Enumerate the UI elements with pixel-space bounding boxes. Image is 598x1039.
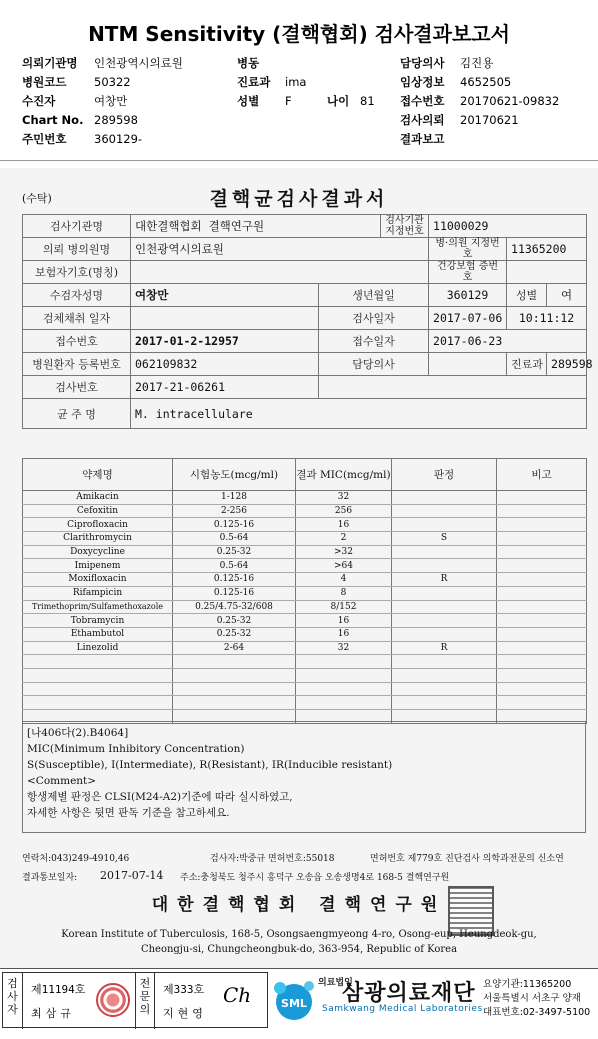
mic-row <box>23 682 587 696</box>
info-value: 2017-21-06261 <box>131 376 319 399</box>
contact-text: 연락처:043)249-4910,46 <box>22 854 130 864</box>
header-row <box>22 54 582 73</box>
info-row <box>23 261 587 284</box>
specialist-vertical-label <box>135 973 155 1029</box>
header-value: 50322 <box>94 75 131 89</box>
info-row <box>23 215 587 238</box>
info-row <box>23 330 587 353</box>
info-value: 11365200 <box>507 238 587 261</box>
mic-header-row <box>23 459 587 491</box>
report-title: NTM Sensitivity (결핵협회) 검사결과보고서 <box>88 22 510 46</box>
header-label: 검사의뢰 <box>400 113 445 127</box>
mic-cell-drug: Ciprofloxacin <box>23 518 173 532</box>
mic-cell-interp <box>392 545 497 559</box>
header-value: 인천광역시의료원 <box>94 56 183 70</box>
specialist-vertical-text: 전 문 의 <box>139 977 151 1016</box>
inspector-seal <box>96 983 130 1017</box>
info-value: 여창만 <box>131 284 319 307</box>
header-value: 20170621-09832 <box>460 94 560 108</box>
mic-cell-interp <box>392 504 497 518</box>
mic-cell-mic: 4 <box>296 573 392 587</box>
report-heading: 결핵균검사결과서 <box>209 188 389 210</box>
mic-cell-range: 2-64 <box>173 641 296 655</box>
mic-cell-range: 0.125-16 <box>173 586 296 600</box>
info-label: 균 주 명 <box>23 399 131 429</box>
mic-cell-interp: R <box>392 573 497 587</box>
header-row <box>22 92 582 111</box>
mic-cell-drug <box>23 696 173 710</box>
mic-cell-mic: >64 <box>296 559 392 573</box>
mic-cell-mic: 16 <box>296 627 392 641</box>
mic-cell-drug <box>23 655 173 669</box>
info-label: 성별 <box>507 284 547 307</box>
info-value <box>507 261 587 284</box>
mic-cell-mic <box>296 655 392 669</box>
mic-cell-range <box>173 668 296 682</box>
header-value: ima <box>285 75 307 89</box>
header-label: 담당의사 <box>400 56 445 70</box>
inspector-name: 최삼규 <box>31 1007 75 1020</box>
info-row <box>23 284 587 307</box>
mic-cell-note <box>497 545 587 559</box>
organization-address-en: Cheongju-si, Chungcheongbuk-do, 363-954, Republic of Korea <box>140 944 458 955</box>
header-value: 360129- <box>94 132 143 146</box>
mic-cell-note <box>497 504 587 518</box>
inspector-vertical-text: 검 사 자 <box>7 977 18 1016</box>
mic-cell-drug <box>23 682 173 696</box>
mic-cell-range: 0.25/4.75-32/608 <box>173 600 296 614</box>
sml-code: 요양기관:11365200 <box>483 979 572 990</box>
info-label: 검사기관 지정번호 <box>381 215 429 238</box>
mic-cell-interp <box>392 600 497 614</box>
header-label: 의뢰기관명 <box>22 56 78 70</box>
note-line: MIC(Minimum Inhibitory Concentration) <box>27 743 245 755</box>
header-label: 주민번호 <box>22 132 67 146</box>
info-row <box>23 376 587 399</box>
mic-cell-mic: 16 <box>296 518 392 532</box>
mic-cell-range: 0.25-32 <box>173 627 296 641</box>
mic-cell-range <box>173 655 296 669</box>
header-label: Chart No. <box>22 113 84 127</box>
mic-cell-interp <box>392 682 497 696</box>
info-label: 검체채취 일자 <box>23 307 131 330</box>
scanned-report <box>0 168 598 968</box>
info-value <box>131 307 319 330</box>
mic-row <box>23 504 587 518</box>
note-line: S(Susceptible), I(Intermediate), R(Resistant), IR(Inducible resistant) <box>27 759 393 771</box>
info-row <box>23 353 587 376</box>
header-label: 임상정보 <box>400 75 445 89</box>
organization-name: 대한결핵협회 결핵연구원 <box>151 895 447 915</box>
info-label: 접수번호 <box>23 330 131 353</box>
mic-cell-range: 1-128 <box>173 491 296 505</box>
mic-row <box>23 696 587 710</box>
header-value: 여창만 <box>94 94 128 108</box>
header-row <box>22 130 582 149</box>
header-label: 진료과 <box>237 75 271 89</box>
sml-english-name: Samkwang Medical Laboratories <box>322 1004 483 1014</box>
info-value: 062109832 <box>131 353 319 376</box>
info-value <box>131 261 429 284</box>
mic-cell-range <box>173 682 296 696</box>
mic-cell-mic: 8/152 <box>296 600 392 614</box>
header-divider <box>0 160 598 161</box>
mic-cell-note <box>497 586 587 600</box>
info-label: 건강보험 증번호 <box>429 261 507 284</box>
info-value: 11000029 <box>429 215 587 238</box>
mic-cell-interp: R <box>392 641 497 655</box>
header-value: 20170621 <box>460 113 519 127</box>
mic-cell-drug: Clarithromycin <box>23 532 173 546</box>
mic-cell-note <box>497 600 587 614</box>
mic-cell-note <box>497 573 587 587</box>
mic-row <box>23 545 587 559</box>
mic-cell-range: 0.5-64 <box>173 559 296 573</box>
note-line: <Comment> <box>27 775 97 787</box>
inspector-vertical-label <box>3 973 23 1029</box>
info-value: 대한결핵협회 결핵연구원 <box>131 215 381 238</box>
mic-cell-range: 0.5-64 <box>173 532 296 546</box>
mic-row <box>23 655 587 669</box>
note-line: [나406다(2).B4064] <box>27 727 129 739</box>
mic-cell-drug: Trimethoprim/Sulfamethoxazole <box>23 600 173 614</box>
info-label: 검사일자 <box>319 307 429 330</box>
header-value: 289598 <box>94 113 138 127</box>
mic-cell-drug <box>23 668 173 682</box>
mic-results-table <box>22 458 587 724</box>
mic-row <box>23 627 587 641</box>
info-label: 담당의사 <box>319 353 429 376</box>
info-empty <box>319 376 587 399</box>
info-label: 병원환자 등록번호 <box>23 353 131 376</box>
specialist-name: 지현영 <box>163 1007 207 1020</box>
notes-box <box>22 721 586 833</box>
info-value: 10:11:12 <box>507 307 587 330</box>
mic-row <box>23 559 587 573</box>
info-row <box>23 399 587 429</box>
mic-cell-note <box>497 655 587 669</box>
info-value: 360129 <box>429 284 507 307</box>
mic-cell-note <box>497 696 587 710</box>
header-label: 수진자 <box>22 94 56 108</box>
mic-cell-interp <box>392 614 497 628</box>
mic-cell-range: 2-256 <box>173 504 296 518</box>
mic-cell-note <box>497 641 587 655</box>
sml-contact-info <box>483 978 590 1020</box>
info-value: 2017-01-2-12957 <box>131 330 319 353</box>
mic-cell-mic <box>296 696 392 710</box>
mic-cell-drug: Rifampicin <box>23 586 173 600</box>
mic-cell-interp <box>392 491 497 505</box>
header-label: 나이 <box>327 94 350 108</box>
report-date-label: 결과통보일자: <box>22 873 78 883</box>
info-label: 보험자기호(명칭) <box>23 261 131 284</box>
signature-box <box>2 972 268 1028</box>
mic-cell-note <box>497 491 587 505</box>
note-line: 항생제별 판정은 CLSI(M24-A2)기준에 따라 실시하였고, <box>27 791 293 803</box>
info-label: 접수일자 <box>319 330 429 353</box>
mic-cell-range: 0.125-16 <box>173 573 296 587</box>
bottom-divider <box>0 968 598 969</box>
info-label: 병·의원 지정번호 <box>429 238 507 261</box>
mic-cell-range: 0.25-32 <box>173 545 296 559</box>
mic-row <box>23 518 587 532</box>
info-value: 2017-07-06 <box>429 307 507 330</box>
mic-cell-note <box>497 559 587 573</box>
handwritten-signature: Ch <box>223 983 252 1007</box>
mic-cell-mic: 8 <box>296 586 392 600</box>
mic-cell-interp <box>392 627 497 641</box>
mic-cell-interp <box>392 586 497 600</box>
svg-text:SML: SML <box>281 997 307 1010</box>
mic-row <box>23 586 587 600</box>
mic-cell-mic <box>296 682 392 696</box>
patient-info-table <box>22 214 593 429</box>
mic-cell-interp <box>392 655 497 669</box>
sml-legal-label: 의료법인 <box>318 978 353 988</box>
interp-header: 판정 <box>392 459 497 491</box>
mic-cell-range: 0.125-16 <box>173 518 296 532</box>
info-label: 의뢰 병의원명 <box>23 238 131 261</box>
info-row <box>23 307 587 330</box>
header-label: 성별 <box>237 94 260 108</box>
mic-cell-drug: Imipenem <box>23 559 173 573</box>
info-label: 생년월일 <box>319 284 429 307</box>
sml-logo-icon <box>272 974 318 1026</box>
specialist-license-no: 제333호 <box>163 983 205 996</box>
mic-cell-interp: S <box>392 532 497 546</box>
mic-cell-note <box>497 614 587 628</box>
mic-row <box>23 668 587 682</box>
mic-cell-interp <box>392 696 497 710</box>
mic-cell-mic: 2 <box>296 532 392 546</box>
species-value: M. intracellulare <box>131 399 587 429</box>
header-info-grid <box>22 54 582 149</box>
mic-cell-note <box>497 532 587 546</box>
mic-cell-drug: Amikacin <box>23 491 173 505</box>
mic-cell-mic: 32 <box>296 491 392 505</box>
mic-cell-drug: Ethambutol <box>23 627 173 641</box>
mic-cell-drug: Cefoxitin <box>23 504 173 518</box>
info-label: 진료과 <box>507 353 547 376</box>
mic-cell-interp <box>392 559 497 573</box>
mic-cell-note <box>497 627 587 641</box>
mic-cell-mic: >32 <box>296 545 392 559</box>
info-row <box>23 238 587 261</box>
header-label: 병동 <box>237 56 260 70</box>
mic-cell-drug: Tobramycin <box>23 614 173 628</box>
header-row <box>22 111 582 130</box>
range-header: 시험농도(mcg/ml) <box>173 459 296 491</box>
mic-row <box>23 641 587 655</box>
header-label: 결과보고 <box>400 132 445 146</box>
info-value: 인천광역시의료원 <box>131 238 429 261</box>
info-value <box>429 353 507 376</box>
drug-header: 약제명 <box>23 459 173 491</box>
mic-cell-mic: 256 <box>296 504 392 518</box>
mic-cell-note <box>497 682 587 696</box>
info-value: 2017-06-23 <box>429 330 587 353</box>
inspector-license-no: 제11194호 <box>31 983 86 996</box>
note-header: 비고 <box>497 459 587 491</box>
mic-row <box>23 491 587 505</box>
mic-row <box>23 532 587 546</box>
report-date: 2017-07-14 <box>100 869 164 882</box>
address-text: 주소:충청북도 청주시 흥덕구 오송읍 오송생명4로 168-5 결핵연구원 <box>180 873 450 883</box>
mic-cell-note <box>497 668 587 682</box>
license-text: 면허번호 제779호 진단검사 의학과전문의 신소연 <box>370 854 564 864</box>
header-label: 병원코드 <box>22 75 67 89</box>
mic-cell-drug: Moxifloxacin <box>23 573 173 587</box>
mic-cell-drug: Doxycycline <box>23 545 173 559</box>
mic-row <box>23 573 587 587</box>
mic-header: 결과 MIC(mcg/ml) <box>296 459 392 491</box>
report-subtitle: (수탁) <box>22 192 52 205</box>
info-value: 여 <box>547 284 587 307</box>
mic-cell-mic: 16 <box>296 614 392 628</box>
header-value: 김진용 <box>460 56 494 70</box>
mic-cell-range: 0.25-32 <box>173 614 296 628</box>
mic-cell-interp <box>392 668 497 682</box>
mic-row <box>23 614 587 628</box>
header-value: 4652505 <box>460 75 512 89</box>
info-label: 검사기관명 <box>23 215 131 238</box>
sml-name: 삼광의료재단 <box>342 981 476 1006</box>
sml-address: 서울특별시 서초구 양재 <box>483 993 581 1004</box>
note-line: 자세한 사항은 뒷면 판독 기준을 참고하세요. <box>27 807 230 819</box>
mic-cell-range <box>173 696 296 710</box>
sml-phone: 대표번호:02-3497-5100 <box>483 1007 591 1018</box>
header-value: 81 <box>360 94 375 108</box>
mic-cell-mic: 32 <box>296 641 392 655</box>
inspector-text: 검사자:박중규 면허번호:55018 <box>210 854 335 864</box>
mic-row <box>23 600 587 614</box>
mic-cell-interp <box>392 518 497 532</box>
header-row <box>22 73 582 92</box>
mic-cell-note <box>497 518 587 532</box>
info-label: 수검자성명 <box>23 284 131 307</box>
info-value: 289598 <box>547 353 587 376</box>
organization-address-en: Korean Institute of Tuberculosis, 168-5, Osongsaengmyeong 4-ro, Osong-eup, Heungdeok-gu, <box>61 929 537 940</box>
info-label: 검사번호 <box>23 376 131 399</box>
header-value: F <box>285 94 292 108</box>
mic-cell-drug: Linezolid <box>23 641 173 655</box>
mic-cell-mic <box>296 668 392 682</box>
header-label: 접수번호 <box>400 94 445 108</box>
